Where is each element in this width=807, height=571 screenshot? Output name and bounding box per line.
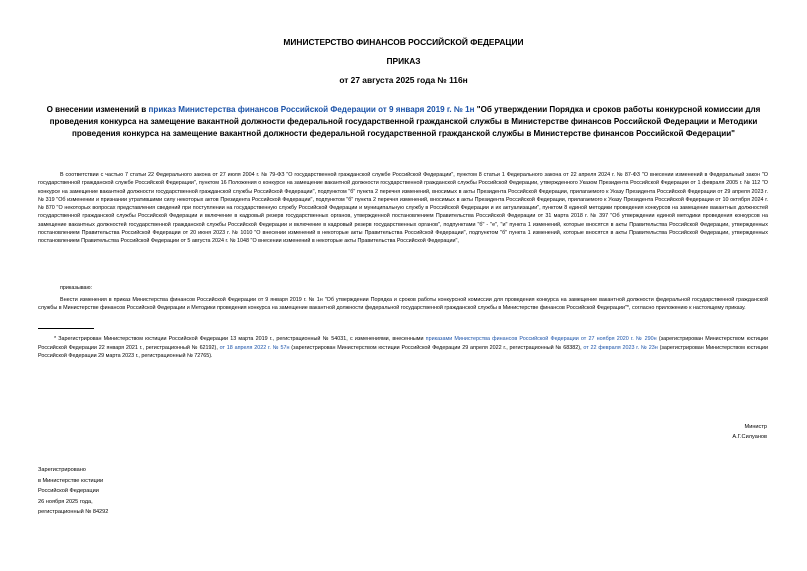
document-title <box>34 104 773 140</box>
registration-line: регистрационный № 84292 <box>38 509 109 515</box>
document-date: от 27 августа 2025 года № 116н <box>339 75 468 85</box>
footnote <box>38 335 768 361</box>
signatory-position: Министр <box>744 424 767 430</box>
title-prefix: О внесении изменений в <box>46 105 149 114</box>
main-paragraph: Внести изменения в приказ Министерства финансов Российской Федерации от 9 января 2019 г. № 1н "Об утверждении Порядка и сроков работы конкурсной комиссии для проведения конкурса на замещение вакантной должности федеральной государственной гражданской службы в Министерстве финансов Российской Федерации и Методики проведения конкурса на замещение вакантной должности федеральной государственной гражданской службы в Министерстве финансов Российской Федерации"*, согласно приложению к настоящему приказу. <box>38 297 768 312</box>
registration-block <box>38 465 108 518</box>
title-suffix: "Об утверждении Порядка и сроков работы конкурсной комиссии для проведения конкурса на замещение вакантной должности федеральной государственной гражданской службы в Министерстве финансов Российской Федерации и Методики проведения конкурса на замещение вакантной должности федеральной государственной гражданской службы в Министерстве финансов Российской Федерации" <box>49 105 761 138</box>
registration-line: Российской Федерации <box>38 488 99 494</box>
signatory-name: А.Г.Силуанов <box>732 434 767 440</box>
footnote-text-1: * Зарегистрирован Министерством юстиции Российской Федерации 13 марта 2019 г., регистрационный № 54031, с изменениями, внесенными <box>54 336 426 342</box>
footnote-text-4: (зарегистрирован Министерством юстиции Российской Федерации 29 марта 2023 г., регистрационный № 72765). <box>38 344 768 359</box>
footnote-divider <box>38 328 94 329</box>
footnote-link-57n[interactable]: от 18 апреля 2022 г. № 57н <box>219 344 290 351</box>
orders-word: приказываю: <box>60 285 93 291</box>
ministry-heading: МИНИСТЕРСТВО ФИНАНСОВ РОССИЙСКОЙ ФЕДЕРАЦИИ <box>283 37 524 47</box>
title-order-link[interactable]: приказ Министерства финансов Российской Федерации от 9 января 2019 г. № 1н <box>148 105 475 114</box>
document-type: ПРИКАЗ <box>386 56 421 66</box>
footnote-text-3: (зарегистрирован Министерством юстиции Российской Федерации 29 апреля 2022 г., регистрационный № 68382), <box>289 344 584 351</box>
registration-line: в Министерстве юстиции <box>38 477 104 484</box>
footnote-link-290n[interactable]: приказами Министерства финансов Российской Федерации от 27 ноября 2020 г. № 290н <box>425 336 657 342</box>
preamble-paragraph: В соответствии с частью 7 статьи 22 Федерального закона от 27 июля 2004 г. № 79-ФЗ "О государственной гражданской службе Российской Федерации", пунктом 8 статьи 1 Федерального закона от 22 апреля 2024 г. № 87-ФЗ "О внесении изменений в Федеральный закон "О государственной гражданской службе Российской Федерации", пунктом 16 Положения о конкурсе на замещение вакантной должности государственной гражданской службы Российской Федерации, утвержденного Указом Президента Российской Федерации от 1 февраля 2005 г. № 112 "О конкурсе на замещение вакантной должности государственной гражданской службы Российской Федерации", подпунктом "б" пункта 2 перечня изменений, вносимых в акты Президента Российской Федерации, прилагаемого к Указу Президента Российской Федерации от 29 апреля 2023 г. № 319 "Об изменении и признании утратившими силу некоторых актов Президента Российской Федерации", подпунктом "б" пункта 2 перечня изменений, вносимых в акты Президента Российской Федерации, прилагаемого к Указу Президента Российской Федерации от 10 октября 2024 г. № 870 "О некоторых вопросах представления сведений при поступлении на государственную службу Российской Федерации и муниципальную службу в Российской Федерации и их актуализации", пунктом 8 единой методики проведения конкурсов на замещение вакантных должностей государственной гражданской службы Российской Федерации и включение в кадровый резерв государственных органов, утвержденной постановлением Правительства Российской Федерации от 31 марта 2018 г. № 397 "Об утверждении единой методики проведения конкурсов на замещение вакантных должностей государственной гражданской службы Российской Федерации и включение в кадровый резерв государственных органов", подпунктами "б" - "е", "и" пункта 1 изменений, которые вносятся в акты Правительства Российской Федерации, утвержденных постановлением Правительства Российской Федерации от 20 июня 2023 г. № 1010 "О внесении изменений в некоторые акты Правительства Российской Федерации", подпунктом "б" пункта 1 изменений, которые вносятся в акты Правительства Российской Федерации, утвержденных постановлением Правительства Российской Федерации от 5 августа 2024 г. № 1048 "О внесении изменений в некоторые акты Правительства Российской Федерации", <box>38 172 768 245</box>
registration-line: Зарегистрировано <box>38 467 86 473</box>
footnote-link-23n[interactable]: от 22 февраля 2023 г. № 23н <box>583 344 658 351</box>
footnote-text-2: (зарегистрирован Министерством юстиции Российской Федерации 22 января 2021 г., регистрационный № 62192), <box>38 336 769 351</box>
registration-line: 26 ноября 2025 года, <box>38 498 93 505</box>
